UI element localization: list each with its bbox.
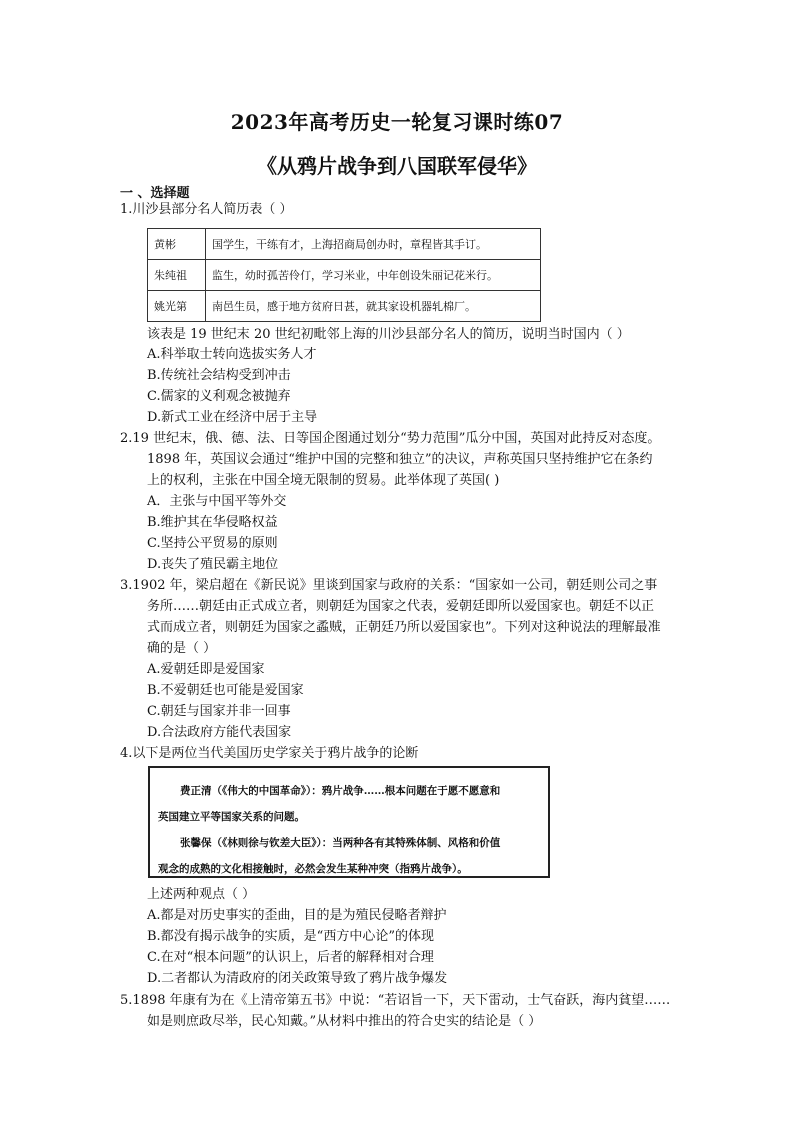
page-subtitle: 《从鸦片战争到八国联军侵华》 <box>257 154 537 178</box>
celebrity-table <box>147 228 541 322</box>
question-5-line-2: 如是则庶政尽举，民心知戴。”从材料中推出的符合史实的结论是（ ） <box>147 1014 542 1029</box>
question-3-option-d: D.合法政府方能代表国家 <box>147 725 292 740</box>
quote-line: 观念的成熟的文化相接触时，必然会发生某种冲突（指鸦片战争）。 <box>158 863 468 875</box>
table-cell-name: 黄彬 <box>148 229 206 260</box>
question-2-option-c: C.坚持公平贸易的原则 <box>147 536 278 551</box>
question-3-option-c: C.朝廷与国家并非一回事 <box>147 704 291 719</box>
question-1-option-d: D.新式工业在经济中居于主导 <box>147 410 318 425</box>
question-2-line-2: 1898 年，英国议会通过“维护中国的完整和独立”的决议，声称英国只坚持维护它在条约 <box>147 452 653 467</box>
section-heading: 一 、选择题 <box>120 186 190 201</box>
question-3-line-4: 确的是（ ） <box>147 641 217 656</box>
question-1-stem: 1.川沙县部分名人简历表（ ） <box>120 202 293 217</box>
table-cell-bio: 监生，幼时孤苦伶仃，学习米业，中年创设朱丽记花米行。 <box>206 260 541 291</box>
table-cell-name: 姚光第 <box>148 291 206 322</box>
quote-line: 张馨保（《林则徐与钦差大臣》）：当两种各有其特殊体制、风格和价值 <box>180 837 501 849</box>
page-title: 2023年高考历史一轮复习课时练07 <box>230 110 564 134</box>
question-1-option-c: C.儒家的义利观念被抛弃 <box>147 389 291 404</box>
table-row <box>148 260 541 291</box>
quote-line: 费正清（《伟大的中国革命》）：鸦片战争……根本问题在于愿不愿意和 <box>180 785 501 797</box>
question-3-line-3: 式而成立者，则朝廷为国家之蟊贼，正朝廷乃所以爱国家也”。下列对这种说法的理解最准 <box>147 620 661 635</box>
question-2-line-1: 2.19 世纪末，俄、德、法、日等国企图通过划分“势力范围”瓜分中国，英国对此持反对态度。 <box>120 431 661 446</box>
question-4-stem: 4.以下是两位当代美国历史学家关于鸦片战争的论断 <box>120 746 419 761</box>
question-4-option-c: C.在对“根本问题”的认识上，后者的解释相对合理 <box>147 950 434 965</box>
question-3-line-1: 3.1902 年，梁启超在《新民说》里谈到国家与政府的关系：“国家如一公司，朝廷则公司之事 <box>120 578 658 593</box>
question-3-line-2: 务所……朝廷由正式成立者，则朝廷为国家之代表，爱朝廷即所以爱国家也。朝廷不以正 <box>147 599 655 614</box>
question-2-option-d: D.丧失了殖民霸主地位 <box>147 557 279 572</box>
question-4-continuation: 上述两种观点（ ） <box>147 887 256 902</box>
question-3-option-b: B.不爱朝廷也可能是爱国家 <box>147 683 304 698</box>
question-4-option-d: D.二者都认为清政府的闭关政策导致了鸦片战争爆发 <box>147 971 448 986</box>
question-3-option-a: A.爱朝廷即是爱国家 <box>147 662 265 677</box>
question-5-line-1: 5.1898 年康有为在《上清帝第五书》中说：“若诏旨一下，天下雷动，士气奋跃，海内貧望…… <box>120 993 671 1008</box>
question-2-line-3: 上的权利，主张在中国全境无限制的贸易。此举体现了英国( ) <box>147 473 500 488</box>
table-row <box>148 229 541 260</box>
question-1-option-a: A.科举取士转向选拔实务人才 <box>147 347 317 362</box>
question-1-option-b: B.传统社会结构受到冲击 <box>147 368 291 383</box>
question-4-option-b: B.都没有揭示战争的实质，是“西方中心论”的体现 <box>147 929 434 944</box>
table-row <box>148 291 541 322</box>
question-4-option-a: A.都是对历史事实的歪曲，目的是为殖民侵略者辩护 <box>147 908 447 923</box>
question-2-option-b: B.维护其在华侵略权益 <box>147 515 278 530</box>
table-cell-bio: 南邑生员，感于地方贫府日甚，就其家设机器轧棉厂。 <box>206 291 541 322</box>
table-cell-name: 朱纯祖 <box>148 260 206 291</box>
question-1-continuation: 该表是 19 世纪末 20 世纪初毗邻上海的川沙县部分名人的简历，说明当时国内（ ） <box>147 327 630 342</box>
question-2-option-a: A．主张与中国平等外交 <box>147 494 287 509</box>
table-cell-bio: 国学生，干练有才，上海招商局创办时，章程皆其手订。 <box>206 229 541 260</box>
historian-quote-box <box>148 766 550 878</box>
quote-line: 英国建立平等国家关系的问题。 <box>158 811 305 823</box>
